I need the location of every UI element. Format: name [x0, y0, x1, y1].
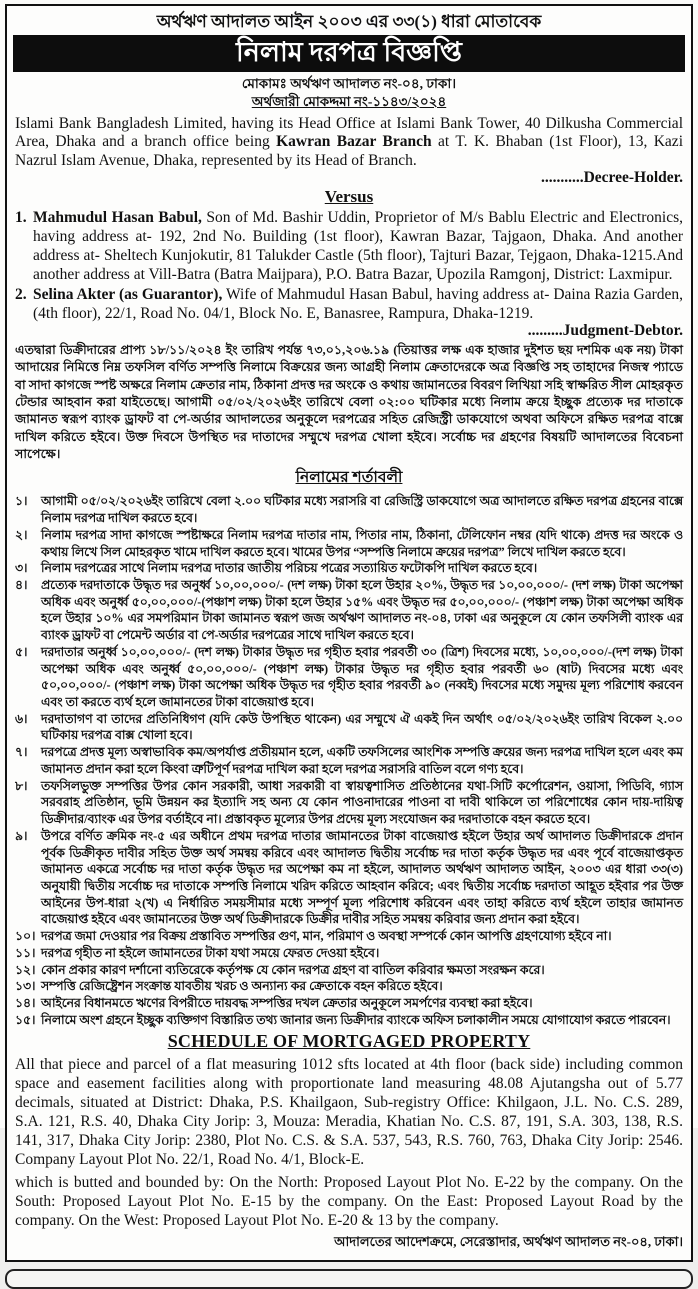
term-number: ১১। [15, 945, 36, 960]
term-item [15, 995, 683, 1012]
notice-document [5, 4, 693, 1262]
schedule-heading: SCHEDULE OF MORTGAGED PROPERTY [167, 1031, 531, 1052]
term-text: নিলাম দরপত্র সাদা কাগজে স্পষ্টাক্ষরে নিলাম দরপত্র দাতার নাম, পিতার নাম, ঠিকানা, টেলিফোন নম্বর (যদি থাকে) প্রদত্ত দর অংকে ও কথায় লিখে সিল মোহরকৃত খামে দাখিল করতে হবে। খামের উপর “সম্পত্তি নিলামে ক্রয়ের দরপত্র” লিখে দাখিল করতে হবে। [41, 527, 683, 559]
court-name-line: মোকামঃ অর্থঋণ আদালত নং-০৪, ঢাকা। [241, 76, 457, 92]
term-text: আইনের বিধানমতে ঋণের বিপরীতে দায়বদ্ধ সম্পত্তির দখল ক্রেতার অনুকূলে সমর্পণের ব্যবস্থা করা হইবে। [41, 995, 533, 1010]
term-number: ৮। [15, 778, 28, 793]
next-notice-box-edge [5, 1269, 693, 1289]
term-item [15, 560, 683, 577]
term-item [15, 744, 683, 777]
term-text: দরদাতার অনুর্ধ্ব ১০,০০,০০০/- (দশ লক্ষ) টাকার উদ্ধৃত দর গৃহীত হবার পরবর্তী ৩০ (ত্রিশ) দিবসের মধ্যে, ১০,০০,০০০/-(দশ লক্ষ) টাকা অপেক্ষা অধিক এবং অনুর্ধ্ব ৫০,০০,০০০/- (পঞ্চাশ লক্ষ) টাকার উদ্ধৃত দর গৃহীত হবার পরবর্তী ৬০ (ষাট) দিবসের মধ্যে এবং ৫০,০০,০০০/- (পঞ্চাশ লক্ষ) টাকা অপেক্ষা অধিক উদ্ধৃত দর গৃহীত হবার পরবর্তী ৯০ (নব্বই) দিবসের মধ্যে সমুদয় মূল্য পরিশোধ করবেন এবং তা করতে ব্যর্থ হলে জামানতের টাকা বাজেয়াপ্ত হবে। [41, 644, 683, 710]
debtor-details [33, 209, 683, 285]
term-number: ১৫। [15, 1012, 36, 1027]
term-text: দরপত্র জমা দেওয়ার পর বিক্রয় প্রস্তাবিত সম্পত্তির গুণ, মান, পরিমাণ ও অবস্থা সম্পর্কে কোন আপত্তি গ্রহণযোগ্য হইবে না। [41, 929, 612, 944]
debtor-name: Selina Akter (as Guarantor), [33, 285, 223, 303]
branch-name: Kawran Bazar Branch [276, 133, 432, 151]
term-item [15, 493, 683, 526]
term-number: ১৪। [15, 995, 36, 1010]
decree-holder-text-1: Islami Bank Bangladesh Limited, having its Head Office at Islami Bank Tower, 40 Dilkusha Commercial Area, Dhaka and a branch office being [15, 114, 683, 151]
term-number: ১৩। [15, 979, 36, 994]
judgment-debtor-item [15, 286, 683, 324]
schedule-paragraph-1: All that piece and parcel of a flat measuring 1012 sfts located at 4th floor (back side) including common space and easement facilities along with proportionate land measuring 48.08 Ajutangsha out of 5.77 decimals, situated at District: Dhaka, P.S. Khailgaon, Sub-registry Office: Khilgaon, J.L. No. C.S. 289, S.A. 121, R.S. 40, Dhaka City Jorip: 3, Mouza: Meradia, Khatian No. C.S. 87, 191, S.A. 303, 138, R.S. 141, 317, Dhaka City Jorip: 2380, Plot No. C.S. & S.A. 537, 543, R.S. 760, 763, Dhaka City Jorip: 2546. Company Layout Plot No. 22/1, Road No. 4/1, Block-E. [15, 1056, 683, 1168]
term-number: ৫। [15, 644, 28, 659]
term-item [15, 644, 683, 711]
notice-text-2: টাকা আদায়ের নিমিত্তে নিম্ন তফসিল বর্ণিত সম্পত্তি নিলামে বিক্রয়ের জন্য আগ্রহী নিলাম ক্রেতাদেরকে অত্র বিজ্ঞপ্তি সহ তাহাদের নিজস্ব প্যাডে বা সাদা কাগজে স্পষ্ট অক্ষরে নিলাম ক্রেতার নাম, ঠিকানা প্রদত্ত দর অংকে ও কথায় জামানতের বিবরণ লিখিয়া সহি স্বাক্ষরিত সীল মোহরকৃত টেন্ডার আহবান করা যাইতেছে। আগামী ০৫/০২/২০২৬ইং তারিখে বেলা ০২:০০ ঘটিকার মধ্যে নিলাম ক্রয়ে ইচ্ছুক প্রত্যেক দর দাতাকে জামানত স্বরূপ ব্যাংক ড্রাফট বা পে-অর্ডার আদালতের অনুকূলে দরপত্রের সহিত রেজিস্ট্রী ডাকযোগে অথবা অফিসে রক্ষিত দরপত্র বাক্সে দাখিল করিতে হইবে। উক্ত দিবসে উপস্থিত দর দাতাদের সম্মুখে দরপত্র খোলা হইবে। সর্বোচ্চ দর গ্রহণের বিষয়টি আদালতের বিবেচনা সাপেক্ষে। [15, 342, 684, 462]
term-number: ২। [15, 527, 28, 542]
act-reference-line: অর্থঋণ আদালত আইন ২০০৩ এর ৩৩(১) ধারা মোতাবেক [156, 12, 542, 31]
term-text: দরপত্রে প্রদত্ত মূল্য অস্বাভাবিক কম/অপর্যাপ্ত প্রতীয়মান হলে, একটি তফসিলের আংশিক সম্পত্তি ক্রয়ের জন্য দরপত্র দাখিল হলে এবং কম জামানত প্রদান করা হলে কিংবা ত্রুটিপূর্ণ দরপত্র দাখিল করা হলে দরপত্র সরাসরি বাতিল বলে গণ্য হবে। [41, 745, 683, 776]
term-item [15, 577, 683, 644]
term-text: দরপত্র গৃহীত না হইলে জামানতের টাকা যথা সময়ে ফেরত দেওয়া হইবে। [41, 945, 380, 960]
debtor-name: Mahmudul Hasan Babul, [33, 209, 202, 227]
term-number: ৭। [15, 745, 28, 760]
term-item [15, 978, 683, 995]
term-text: কোন প্রকার কারণ দর্শানো ব্যতিরেকে কর্তৃপক্ষ যে কোন দরপত্র গ্রহণ বা বাতিল করিবার ক্ষমতা সংরক্ষন করে। [41, 962, 545, 977]
notice-text-1: এতদ্বারা ডিক্রীদারের প্রাপ্য ১৮/১১/২০২৪ ইং তারিখ পর্যন্ত ৭৩,০১,২০৬.১৯ [15, 342, 394, 357]
debtor-number: 1. [15, 209, 27, 227]
notice-title-bar [13, 35, 685, 72]
term-number: ১২। [15, 962, 36, 977]
terms-heading: নিলামের শর্তাবলী [295, 469, 403, 487]
term-text: প্রত্যেক দরদাতাকে উদ্ধৃত দর অনুর্ধ্ব ১০,০০,০০০/- (দশ লক্ষ) টাকা হলে উহার ২০%, উদ্ধৃত দর ১০,০০,০০০/- (দশ লক্ষ) টাকা অপেক্ষা অধিক এবং অনুর্ধ্ব ৫০,০০,০০০/-(পঞ্চাশ লক্ষ) টাকা হলে উহার ১৫% এবং উদ্ধৃত দর ৫০,০০,০০০/- (পঞ্চাশ লক্ষ) টাকা অপেক্ষা অধিক হলে উহার ১০% এর সমপরিমান টাকা জামানত স্বরূপ জজ অর্থঋণ আদালত নং-০৪, ঢাকা এর অনুকূলে যে কোন তফসিলী ব্যাংক এর ব্যাংক ড্রাফট বা পেমেন্ট অর্ডার বা পে-অর্ডার দরপত্রের সাথে দাখিল করতে হবে। [41, 578, 683, 643]
term-text: দরদাতাগণ বা তাদের প্রতিনিধিগণ (যদি কেউ উপস্থিত থাকেন) এর সম্মুখে ঐ একই দিন অর্থাৎ ০৫/০২/২০২৬ইং তারিখ বিকেল ২.০০ ঘটিকায় দরপত্র বাক্স খোলা হবে। [41, 711, 683, 743]
schedule-paragraph-2: which is butted and bounded by: On the North: Proposed Layout Plot No. E-22 by the company. On the South: Proposed Layout Plot No. E-15 by the company. On the East: Proposed Layout Road by the company. On the West: Proposed Layout Plot No. E-20 & 13 by the company. [15, 1173, 683, 1229]
decree-holder-text-2: at T. K. Bhaban (1st Floor), 13, Kazi Nazrul Islam Avenue, Dhaka, represented by its Head of Branch. [15, 133, 683, 170]
debtor-number: 2. [15, 285, 27, 303]
case-number-line: অর্থজারী মোকদ্দমা নং-১১৪৩/২০২৪ [251, 93, 447, 109]
term-item [15, 828, 683, 928]
term-item [15, 527, 683, 560]
term-number: ১০। [15, 929, 36, 944]
term-number: ৪। [15, 578, 28, 592]
judgment-debtor-label: .........Judgment-Debtor. [527, 321, 683, 339]
term-item [15, 711, 683, 744]
term-item [15, 778, 683, 828]
term-number: ৩। [15, 561, 28, 576]
term-number: ৯। [15, 828, 28, 843]
judgment-debtor-item [15, 209, 683, 285]
decree-holder-label: ...........Decree-Holder. [540, 169, 683, 187]
term-item [15, 1012, 683, 1029]
term-text: উপরে বর্ণিত ক্রমিক নং-৫ এর অধীনে প্রথম দরপত্র দাতার জামানতের টাকা বাজেয়াপ্ত হইলে উহার অর্থ আদালত ডিক্রীদারকে প্রদান পূর্বক ডিক্রীকৃত দাবীর সহিত উক্ত অর্থ সমন্বয় করিবে এবং আদালত দ্বিতীয় সর্বোচ্চ দর দাতা কর্তৃক উদ্ধৃত দর এবং পূর্বে বাজেয়াপ্তকৃত জামানত একত্রে সর্বোচ্চ দর দাতা কর্তৃক উদ্ধৃত দর অপেক্ষা কম না হইলে, আদালত অর্থঋণ আদালত আইন, ২০০৩ এর ধারা ৩৩(৩) অনুযায়ী দ্বিতীয় সর্বোচ্চ দর দাতাকে সম্পত্তি নিলামে খরিদ করিতে আহবান করিবে; এবং দ্বিতীয় সর্বোচ্চ দরদাতা আহূত হইবার পর উক্ত আইনের উপ-ধারা ২(খ) এ নির্ধারিত সময়সীমার মধ্যে সম্পূর্ণ মূল্য পরিশোধ করিবেন এবং তাহা করিতে ব্যর্থ হইলে তাহার জামানত বাজেয়াপ্ত হইবে এবং জামানতের উক্ত অর্থ ডিক্রীদারকে ডিক্রীর দাবীর সহিত সমন্বয় করিবার জন্য প্রদান করা হইবে। [41, 828, 683, 927]
court-signature-line: আদালতের আদেশক্রমে, সেরেস্তাদার, অর্থঋণ আদালত নং-০৪, ঢাকা। [334, 1233, 683, 1249]
decree-holder-paragraph [15, 115, 683, 172]
term-text: আগামী ০৫/০২/২০২৬ইং তারিখে বেলা ২.০০ ঘটিকার মধ্যে সরাসরি বা রেজিস্ট্রি ডাকযোগে অত্র আদালতে রক্ষিত দরপত্র গ্রহনের বাক্সে নিলাম দরপত্র দাখিল করতে হবে। [41, 494, 683, 526]
term-item [15, 962, 683, 979]
terms-list [15, 493, 683, 1028]
term-text: নিলাম দরপত্রের সাথে নিলাম দরপত্র দাতার জাতীয় পরিচয় পত্রের সত্যায়িত ফটোকপি দাখিল করতে হবে। [41, 561, 538, 576]
versus-heading: Versus [324, 187, 374, 207]
term-number: ৬। [15, 711, 28, 726]
term-item [15, 945, 683, 962]
term-item [15, 928, 683, 945]
term-text: তফসিলভুক্ত সম্পত্তির উপর কোন সরকারী, আধা সরকারী বা স্বায়ত্বশাসিত প্রতিষ্ঠানের যথা-সিটি কর্পোরেশন, ওয়াসা, পিডিবি, গ্যাস সরবরাহ প্রতিষ্ঠান, ভূমি উন্নয়ন কর ইত্যাদি সহ অন্য যে কোন পাওনাদারের পাওনা বা দাবী থাকিলে তা পরিশোধের কোন দায়-দায়িত্ব ডিক্রীদার/ব্যাংক এর উপর বর্তাইবে না। প্রস্তাবকৃত মূল্যের উপর প্রদেয় মূল্য সংযোজন কর দরদাতাকে বহন করতে হবে। [41, 778, 683, 827]
term-number: ১। [15, 494, 28, 509]
debtor-address: Son of Md. Bashir Uddin, Proprietor of M/s Bablu Electric and Electronics, having address at- 192, 2nd No. Building (1st floor), Kawran Bazar, Tajgaon, Dhaka. And another address at- Sheltech Kunjokutir, 81 Talukder Castle (5th floor), Tajturi Bazar, Tejgaon, Dhaka-1215.And another address at Vill-Batra (Batra Maijpara), P.O. Batra Bazar, Upozila Ramgonj, District: Laxmipur. [33, 209, 683, 284]
auction-notice-paragraph [15, 342, 683, 464]
notice-title: নিলাম দরপত্র বিজ্ঞপ্তি [236, 37, 462, 68]
term-text: নিলামে অংশ গ্রহনে ইচ্ছুক ব্যক্তিগণ বিস্তারিত তথ্য জানার জন্য ডিক্রীদার ব্যাংকে অফিস চলাকালীন সময়ে যোগাযোগ করতে পারবেন। [41, 1012, 671, 1027]
term-text: সম্পত্তি রেজিষ্ট্রেশন সংক্রান্ত যাবতীয় খরচ ও অন্যান্য কর ক্রেতাকে বহন করিতে হইবে। [41, 979, 443, 994]
debtor-address: Wife of Mahmudul Hasan Babul, having address at- Daina Razia Garden, (4th floor), 22/1, Road No. 04/1, Block No. E, Banasree, Rampura, Dhaka-1219. [33, 285, 684, 322]
debtor-details [33, 286, 683, 324]
claim-amount-in-words: (তিয়াত্তর লক্ষ এক হাজার দুইশত ছয় দশমিক এক নয়) [393, 342, 656, 357]
